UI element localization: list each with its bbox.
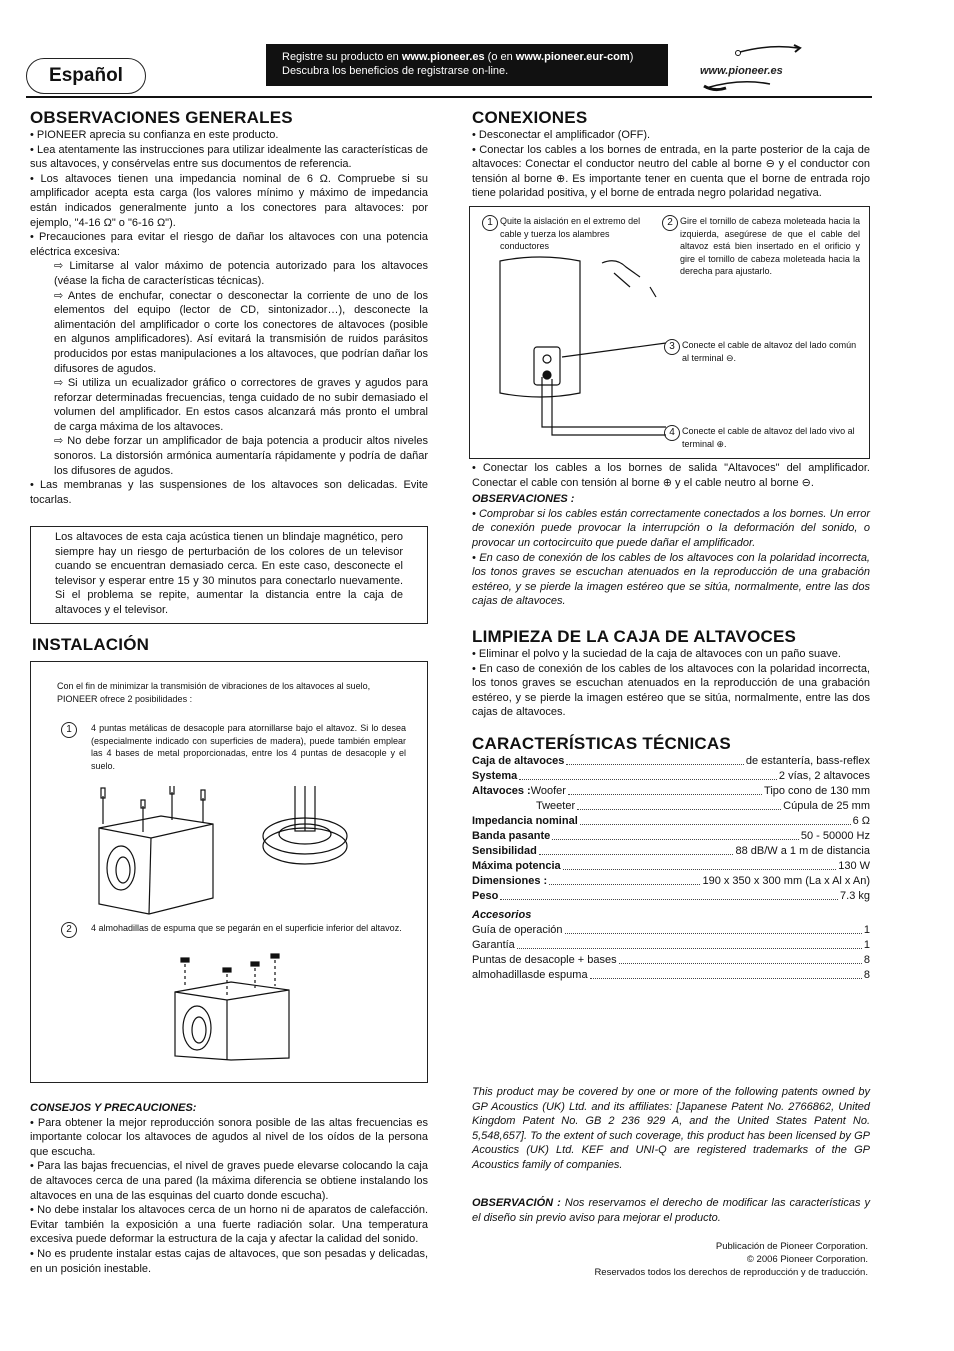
diagram-step-2-number: 2	[662, 215, 678, 231]
tips-para-3: • No debe instalar los altavoces cerca de un horno ni de aparatos de calefacción. Evitar también la exposición a una fuerte radiación solar. Una temperatura excesiva puede deformar la estructura de la caja y afectar la calidad del sonido.	[30, 1204, 428, 1246]
accessory-row	[472, 968, 870, 983]
accessory-qty: 1	[863, 923, 870, 936]
obs-sub-4: ⇨ No debe forzar un amplificador de baja potencia a producir altos niveles sonoros. La distorsión armónica aumentaría rápidamente y podría de dañar los difusores de agudos.	[54, 435, 428, 477]
clean-para-1: • Eliminar el polvo y la suciedad de la caja de altavoces con un paño suave.	[472, 648, 841, 660]
registration-line-1	[282, 50, 668, 64]
dot-leader	[590, 968, 862, 979]
spec-row	[472, 814, 870, 829]
spec-key: Systema	[472, 770, 518, 782]
diagram-step-4-number: 4	[664, 425, 680, 441]
obs-para-5: • Las membranas y las suspensiones de los altavoces son delicadas. Evite tocarlas.	[30, 479, 428, 506]
diagram-step-1-number: 1	[482, 215, 498, 231]
spec-value: 2 vías, 2 altavoces	[778, 770, 870, 782]
reservation-note	[472, 1196, 870, 1225]
site-link[interactable]: www.pioneer.es	[700, 65, 783, 77]
obs-para-4: • Precauciones para evitar el riesgo de dañar los altavoces con una potencia eléctrica excesiva:	[30, 231, 428, 258]
tips-title: CONSEJOS Y PRECAUCIONES:	[30, 1102, 197, 1114]
section-title-instalacion: INSTALACIÓN	[32, 635, 150, 654]
spec-key: Altavoces :	[472, 785, 531, 797]
dot-leader	[517, 938, 862, 949]
spec-key: Banda pasante	[472, 830, 551, 842]
dot-leader	[563, 859, 837, 870]
spec-subkey: Woofer	[530, 785, 566, 797]
note-text: Nos reservamos el derecho de modificar las características y el diseño sin previo aviso para mejorar el producto.	[472, 1197, 870, 1224]
obs-sub-1: ⇨ Limitarse al valor máximo de potencia autorizado para los altavoces (véase la ficha de características técnicas).	[54, 260, 428, 287]
spec-value: 88 dB/W a 1 m de distancia	[735, 845, 870, 857]
spec-list	[472, 754, 870, 904]
register-mid: (o en	[484, 51, 516, 63]
tips-precautions	[30, 1101, 428, 1276]
register-text: Registre su producto en	[282, 51, 402, 63]
accessory-name: almohadillasde espuma	[472, 968, 588, 981]
language-label: Español	[26, 58, 146, 94]
spec-row	[472, 829, 870, 844]
connection-diagram-box	[469, 206, 870, 459]
patent-notice	[472, 1085, 870, 1173]
spec-value: 50 - 50000 Hz	[800, 830, 870, 842]
accessory-name: Puntas de desacople + bases	[472, 953, 617, 966]
conn-obs-2: • En caso de conexión de los cables de los altavoces con la polaridad incorrecta, los tonos graves se escuchan atenuados en la reproducción de una grabación estéreo, y se pierde la imagen estéreo que se sitúa, normalmente, entre las dos cajas de altavoces.	[472, 551, 870, 608]
spec-row	[472, 799, 870, 814]
diagram-step-2: Gire el tornillo de cabeza moleteada hacia la izquierda, asegúrese de que el cable del altavoz está bien insertado en el orificio y gire el tornillo de cabeza moleteada hacia la derecha para ajustarlo.	[680, 216, 860, 276]
header-divider	[26, 96, 872, 98]
cleaning	[472, 627, 870, 720]
accessory-qty: 8	[863, 968, 870, 981]
accessory-name: Guía de operación	[472, 923, 563, 936]
general-observations	[30, 108, 428, 507]
spec-value: 190 x 350 x 300 mm (La x Al x An)	[702, 875, 870, 887]
spec-row	[472, 769, 870, 784]
spec-key: Peso	[472, 890, 499, 902]
obs-sub-3: ⇨ Si utiliza un ecualizador gráfico o correctores de graves y agudos para reforzar determinadas frecuencias, tenga cuidado de no subir demasiado el volumen del amplificador. En estos casos alcanzará más pronto el umbral de carga máxima de los altavoces.	[54, 377, 428, 433]
accessory-row	[472, 938, 870, 953]
tips-para-4: • No es prudente instalar estas cajas de altavoces, que son pesadas y delicadas, en un posición inestable.	[30, 1247, 428, 1275]
section-title-caracteristicas: CARACTERÍSTICAS TÉCNICAS	[472, 734, 731, 753]
speaker-back-illustration	[490, 247, 690, 457]
spec-key: Sensibilidad	[472, 845, 537, 857]
spec-row	[472, 874, 870, 889]
spec-value: 7.3 kg	[840, 890, 870, 902]
dot-leader	[549, 874, 700, 885]
spec-key: Impedancia nominal	[472, 815, 578, 827]
foam-pad-illustration	[171, 952, 301, 1062]
connections	[472, 108, 870, 201]
accessories-title: Accesorios	[472, 909, 532, 921]
dot-leader	[580, 814, 851, 825]
obs-para-3: • Los altavoces tienen una impedancia nominal de 6 Ω. Compruebe si su amplificador acepta esta carga (los valores mínimo y máximo de impedancia están indicados generalmente junto a los conectores para altavoces: por ejemplo, "4-16 Ω" o "6-16 Ω").	[30, 172, 428, 229]
step-1-number: 1	[61, 722, 77, 738]
accessory-name: Garantía	[472, 938, 515, 951]
registration-line-2: Descubra los beneficios de registrarse on-line.	[282, 65, 509, 77]
spec-value: de estantería, bass-reflex	[745, 755, 870, 767]
obs-para-1: • PIONEER aprecia su confianza en este producto.	[30, 129, 279, 141]
section-title-limpieza: LIMPIEZA DE LA CAJA DE ALTAVOCES	[472, 627, 797, 646]
accessory-row	[472, 953, 870, 968]
spec-row	[472, 754, 870, 769]
shield-text: Los altavoces de esta caja acústica tienen un blindaje magnético, pero siempre hay un riesgo de perturbación de los colores de un televisor cuando se encuentran demasiado cerca. En este caso, desconecte el televisor y esperar entre 15 y 30 minutos para conectarlo nuevamente. Si el problema se repite, aumentar la distancia entre la caja de altavoces y el televisor.	[55, 531, 403, 616]
dot-leader	[552, 829, 799, 840]
footer-line-1: Publicación de Pioneer Corporation.	[715, 1241, 868, 1252]
dot-leader	[566, 754, 744, 765]
register-end: )	[629, 51, 634, 63]
dot-leader	[568, 784, 762, 795]
diagram-step-3-number: 3	[664, 339, 680, 355]
dot-leader	[500, 889, 838, 900]
magnetic-shield-note	[30, 526, 428, 624]
technical-specs	[472, 734, 870, 983]
installation-intro: Con el fin de minimizar la transmisión de vibraciones de los altavoces al suelo, PIONEER ofrece 2 posibilidades :	[57, 681, 371, 704]
spec-subkey: Tweeter	[536, 800, 576, 812]
dot-leader	[619, 953, 862, 964]
accessory-row	[472, 923, 870, 938]
installation-step-2: 4 almohadillas de espuma que se pegarán en el superficie inferior del altavoz.	[91, 923, 402, 933]
conn-obs-title: OBSERVACIONES :	[472, 493, 575, 506]
spec-key: Caja de altavoces	[472, 755, 565, 767]
spec-row	[472, 859, 870, 874]
section-title-conexiones: CONEXIONES	[472, 108, 588, 127]
obs-sub-2: ⇨ Antes de enchufar, conectar o desconectar la corriente de uno de los elementos del equipo (lector de CD, sintonizador…), desconecte la alimentación del amplificador o corte los conectores de altavoces (posible en algunos amplificadores). Así evitará la transmisión de ruidos parásitos producidos por estas manipulaciones a los altavoces, que podrían dañar los difusores de agudos.	[54, 289, 428, 375]
diagram-step-1: Quite la aislación en el extremo del cable y tuerza los alambres conductores	[500, 216, 641, 251]
dot-leader	[519, 769, 777, 780]
footer-line-3: Reservados todos los derechos de reproducción y de traducción.	[594, 1267, 868, 1278]
footer-line-2: © 2006 Pioneer Corporation.	[746, 1254, 868, 1265]
section-title-observaciones: OBSERVACIONES GENERALES	[30, 108, 293, 127]
connections-output	[472, 461, 870, 609]
diagram-step-4: Conecte el cable de altavoz del lado vivo al terminal ⊕.	[682, 426, 855, 449]
register-link-es[interactable]: www.pioneer.es	[401, 51, 485, 63]
conn-para-1: • Desconectar el amplificador (OFF).	[472, 129, 651, 141]
accessory-qty: 1	[863, 938, 870, 951]
conn-para-3: • Conectar los cables a los bornes de salida "Altavoces" del amplificador. Conectar el cable con tensión al borne ⊕ y el cable neutro al borne ⊖.	[472, 462, 870, 489]
spike-illustration	[91, 786, 391, 916]
diagram-step-3: Conecte el cable de altavoz del lado común al terminal ⊖.	[682, 340, 857, 363]
obs-para-2: • Lea atentamente las instrucciones para utilizar idealmente las características de sus altavoces, y consérvelas entre sus documentos de referencia.	[30, 143, 428, 171]
accessories-list	[472, 923, 870, 983]
tips-para-1: • Para obtener la mejor reproducción sonora posible de las altas frecuencias es importante colocar los altavoces de agudos al nivel de los oídos de la persona que escucha.	[30, 1116, 428, 1158]
spec-row	[472, 844, 870, 859]
note-title: OBSERVACIÓN :	[472, 1197, 561, 1209]
spec-value: 130 W	[838, 860, 870, 872]
spec-value: 6 Ω	[852, 815, 870, 827]
step-2-number: 2	[61, 922, 77, 938]
register-link-eur[interactable]: www.pioneer.eur-com	[515, 51, 630, 63]
registration-banner	[266, 44, 668, 86]
accessory-qty: 8	[863, 953, 870, 966]
dot-leader	[577, 799, 781, 810]
spec-key: Máxima potencia	[472, 860, 561, 872]
tips-para-2: • Para las bajas frecuencias, el nivel de graves puede elevarse colocando la caja de altavoces cerca de una pared (la máxima diferencia se obtiene instalando los altavoces en una de las esquinas del cuarto donde escucha).	[30, 1160, 428, 1202]
spec-row	[472, 784, 870, 799]
spec-value: Cúpula de 25 mm	[783, 800, 870, 812]
conn-obs-1: • Comprobar si los cables están correctamente conectados a los bornes. Un error de conexión puede provocar la interrupción o la deformación del sonido, o provocar un cortocircuito que puede dañar el amplificador.	[472, 507, 870, 549]
spec-row	[472, 889, 870, 904]
dot-leader	[565, 923, 862, 934]
clean-para-2: • En caso de conexión de los cables de los altavoces con la polaridad incorrecta, los tonos graves se escuchan atenuados en la reproducción de una grabación estéreo, y se pierde la imagen estéreo que se sitúa, normalmente, entre las dos cajas de altavoces.	[472, 662, 870, 719]
spec-value: Tipo cono de 130 mm	[764, 785, 870, 797]
installation-box	[30, 661, 428, 1083]
conn-para-2: • Conectar los cables a los bornes de entrada, en la parte posterior de la caja de altavoces: Conectar el conductor neutro del cable al borne ⊖ y el conductor con tensión al borne ⊕. Es importante tener en cuenta que el borne de entrada rojo tiene polaridad positiva, y el borne de entrada negro polaridad negativa.	[472, 143, 870, 200]
dot-leader	[539, 844, 734, 855]
spec-key: Dimensiones :	[472, 875, 548, 887]
installation-step-1: 4 puntas metálicas de desacople para atornillarse bajo el altavoz. Si lo desea (especialmente indicado con superficies de madera), puede también emplear las 4 bases de metal proporcionadas, entre los 4 puntas de desacople y el suelo.	[91, 723, 406, 771]
publisher-footer	[470, 1240, 868, 1279]
patent-text: This product may be covered by one or more of the following patents owned by GP Acoustics (UK) Ltd. and its affiliates: [Japanese Patent No. 2766862, United Kingdom Patent No. GB 2 236 929 A, and the United States Patent No. 5,548,657]. To the extent of such coverage, this product has been licensed by GP Acoustics (UK) Ltd. KEF and UNI-Q are registered trademarks of the GP Acoustics family of companies.	[472, 1086, 870, 1171]
